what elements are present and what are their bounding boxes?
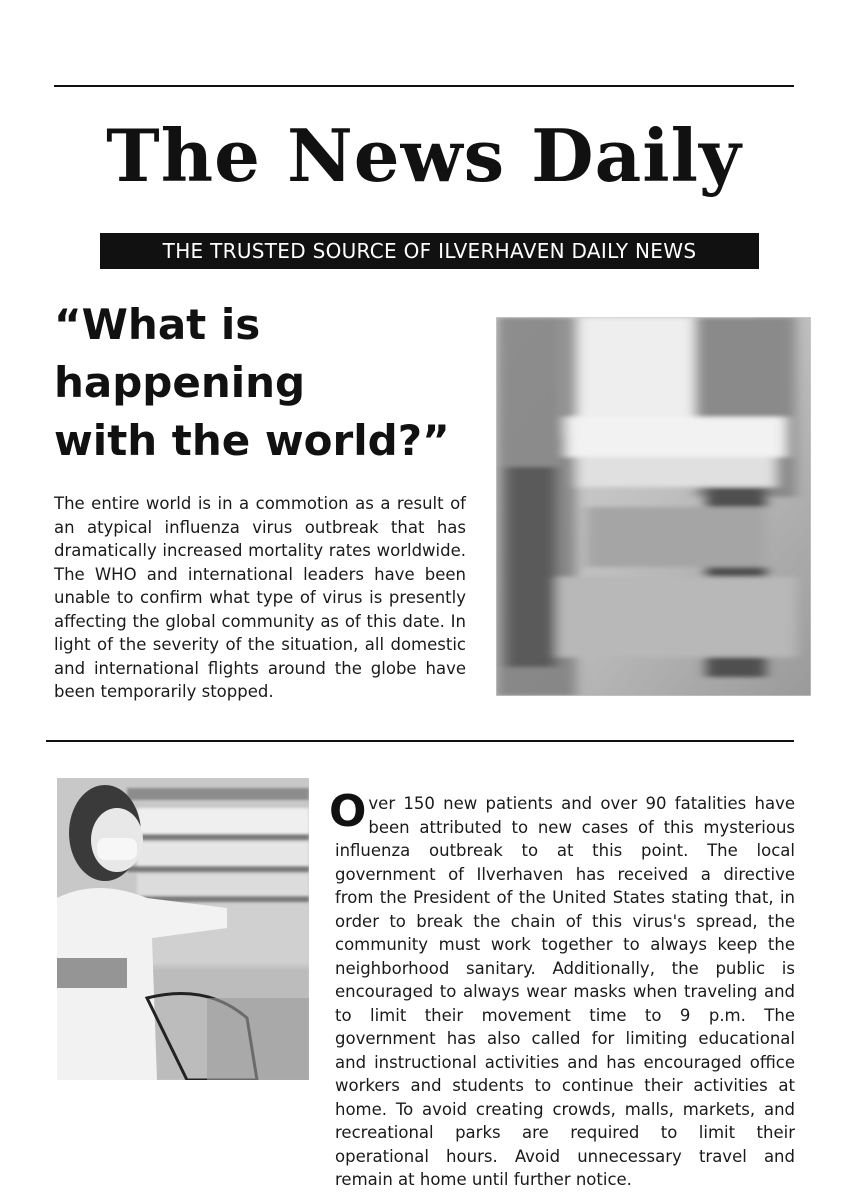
section-rule [46, 740, 794, 742]
masthead-tagline: THE TRUSTED SOURCE OF ILVERHAVEN DAILY NEWS [100, 233, 759, 269]
hospital-corridor-photo [496, 317, 811, 696]
top-rule [54, 85, 794, 87]
drop-cap: O [329, 786, 367, 837]
headline-line-3: with the world?” [54, 416, 450, 465]
lead-story-body: The entire world is in a commotion as a result of an atypical influenza virus outbreak that has dramatically increased mortality rates worldwide. The WHO and international leaders have been unable to confirm what type of virus is presently affecting the global community as of this date. In light of the severity of the situation, all domestic and international flights around the globe have been temporarily stopped. [54, 494, 466, 701]
hospital-corridor-illustration [496, 317, 811, 696]
masthead-title: The News Daily [106, 113, 742, 198]
second-story-text: ver 150 new patients and over 90 fatalities have been attributed to new cases of this mysterious influenza outbreak to at this point. The local government of Ilverhaven has received a directive from the President of the United States stating that, in order to break the chain of this virus's spread, the community must work together to always keep the neighborhood sanitary. Additionally, the public is encouraged to always wear masks when traveling and to limit their movement time to 9 p.m. The government has also called for limiting educational and instructional activities and has encouraged office workers and students to continue their activities at home. To avoid creating crowds, malls, markets, and recreational parks are required to limit their operational hours. Avoid unnecessary travel and remain at home until further notice. [335, 794, 795, 1189]
shopper-with-mask-photo [57, 778, 309, 1080]
headline-line-1: “What is [54, 300, 261, 349]
shopper-illustration [57, 778, 309, 1080]
lead-headline [54, 296, 484, 470]
headline-line-2: happening [54, 358, 306, 407]
second-story-body [329, 786, 795, 1192]
